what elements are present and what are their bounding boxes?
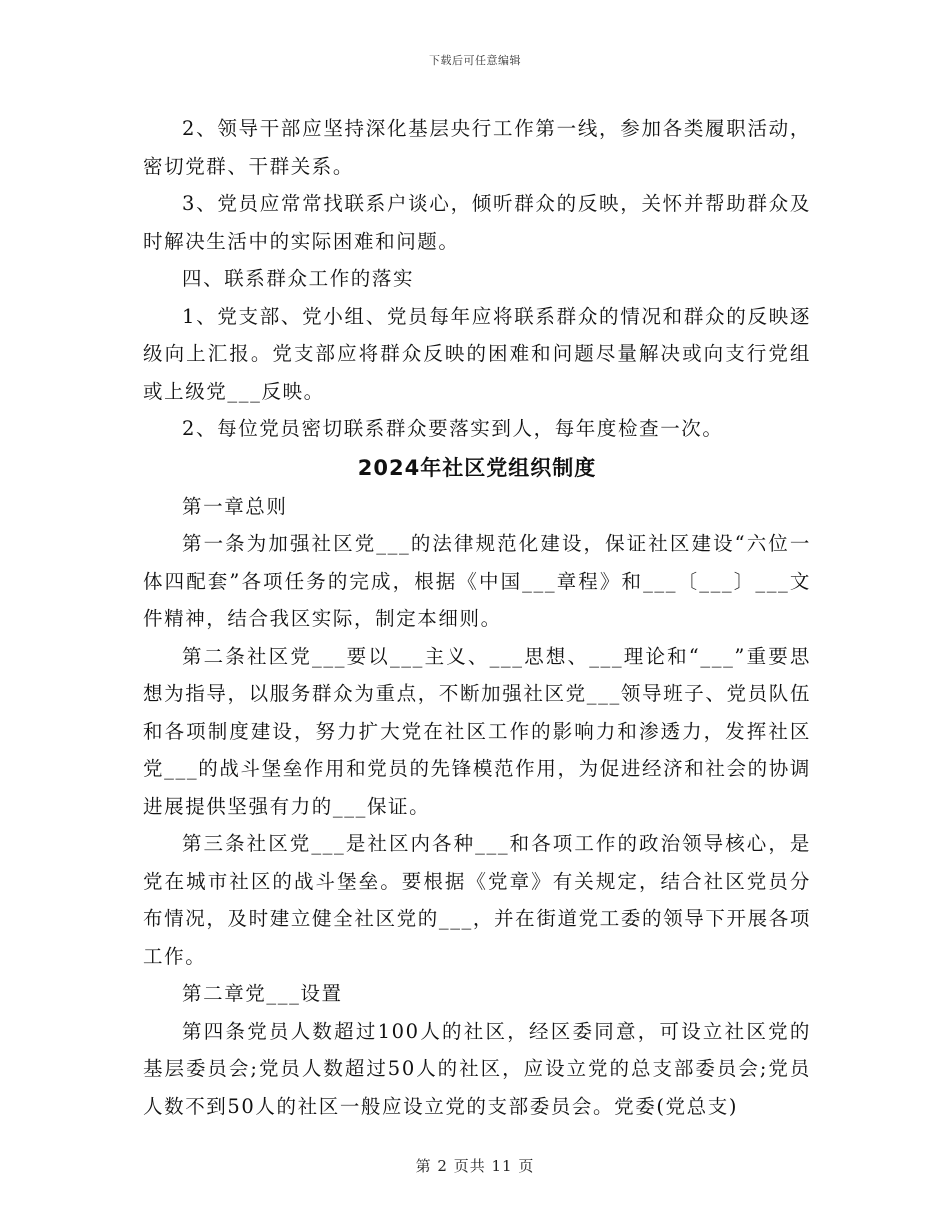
- article-2: 第二条社区党___要以___主义、___思想、___理论和“___”重要思想为指导，以服务群众为重点，不断加强社区党___领导班子、党员队伍和各项制度建设，努力扩大党在社区工作的影响力和渗透力，发挥社区党___的战斗堡垒作用和党员的先锋模范作用，为促进经济和社会的协调进展提供坚强有力的___保证。: [143, 644, 811, 818]
- document-body: [143, 110, 811, 1125]
- chapter-heading-1: 第一章总则: [182, 494, 288, 518]
- document-title: 2024年社区党组织制度: [357, 455, 597, 480]
- page-header: 下载后可任意编辑: [429, 54, 521, 67]
- article-1: 第一条为加强社区党___的法律规范化建设，保证社区建设“六位一体四配套”各项任务的完成，根据《中国___章程》和___〔___〕___文件精神，结合我区实际，制定本细则。: [143, 532, 811, 630]
- section-heading-4: 四、联系群众工作的落实: [182, 267, 415, 290]
- paragraph-1: 2、领导干部应坚持深化基层央行工作第一线，参加各类履职活动，密切党群、干群关系。: [143, 117, 811, 178]
- paragraph-2: 3、党员应常常找联系户谈心，倾听群众的反映，关怀并帮助群众及时解决生活中的实际困难和问题。: [143, 192, 811, 253]
- page-footer: 第 2 页共 11 页: [415, 1157, 535, 1175]
- chapter-heading-2: 第二章党___设置: [182, 982, 343, 1005]
- paragraph-4: 1、党支部、党小组、党员每年应将联系群众的情况和群众的反映逐级向上汇报。党支部应将群众反映的困难和问题尽量解决或向支行党组或上级党___反映。: [143, 304, 811, 403]
- article-3: 第三条社区党___是社区内各种___和各项工作的政治领导核心，是党在城市社区的战斗堡垒。要根据《党章》有关规定，结合社区党员分布情况，及时建立健全社区党的___，并在街道党工委的领导下开展各项工作。: [143, 832, 811, 968]
- paragraph-5: 2、每位党员密切联系群众要落实到人，每年度检查一次。: [182, 417, 724, 440]
- article-4: 第四条党员人数超过100人的社区，经区委同意，可设立社区党的基层委员会;党员人数超过50人的社区，应设立党的总支部委员会;党员人数不到50人的社区一般应设立党的支部委员会。党委(党总支): [143, 1019, 811, 1118]
